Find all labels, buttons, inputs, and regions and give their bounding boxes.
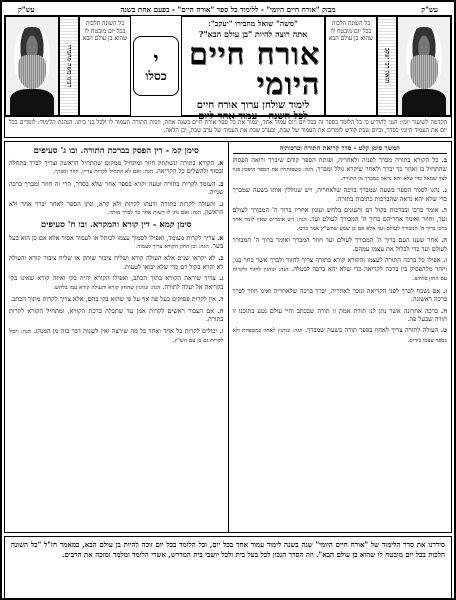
paragraph-number: ו. — [217, 326, 224, 335]
paragraph — [233, 287, 448, 304]
siman-140-title: סימן קמ - דין הפסק בברכת התורה. ובו ג' סעיפים — [33, 145, 199, 156]
paragraph-number: ב. — [215, 254, 224, 263]
paragraph-number: ג. — [215, 199, 224, 208]
paragraph-gloss: הגה: ונוהגין לחזור ולקרות עם החזן בלחש. — [232, 266, 447, 283]
paragraph — [9, 327, 224, 346]
paragraph-gloss: הגה: ונוהגין שהחזן קורא והעולה קורא עמו בלחש. — [53, 284, 161, 291]
right-column-head: המשך סימן קלט - סדר קריאת התורה וברכותיה — [233, 144, 448, 155]
left-caption: רבינו משה מחבירו — [65, 44, 73, 88]
date-badge — [133, 36, 179, 96]
paragraph-text: אם נשכח לברך לפני הקריאה ונזכר לאחריה, יברך ברכה שלאחריה ואינו חוזר לברך ברכה ראשונה. — [232, 286, 447, 304]
paragraph-number: א. — [214, 233, 224, 242]
paragraph-gloss: הגה: ואם לא התחיל לקרות עדיין, חוזר ומברך. — [53, 169, 154, 176]
portrait-beard-icon — [410, 55, 438, 89]
paragraph-text: נהגו לסגור הספר בשעה שמברך ברכה שלאחריה, ויש שגוללין אותו בשעה שמברך כדי שלא יהא נראה שהברכות כתובות בתורה. — [232, 186, 447, 203]
paragraph — [9, 307, 224, 324]
paragraph — [9, 295, 224, 303]
paragraph-text: והעולה לקרות בתורה ודעתו לקרות ולא קרא, ונתן הספר לאחר יברך אחר ולא הראשון. — [9, 199, 224, 216]
paragraph — [233, 156, 448, 183]
paragraph-text: אומר ברכו ובברכות בקול רם והעונים בלחש ועונין אחריו ברוך ה' המבורך לעולם ועד, וחוזר ואומר אחריהם ברוך ה' המבורך לעולם ועד. — [232, 206, 447, 223]
title-block — [181, 16, 325, 122]
paragraph-gloss: הגה: ונוהגין לאחוז במטפחת ולא בספר עצמו בידים. — [232, 328, 447, 344]
right-column — [229, 142, 452, 532]
right-side-text: כל השונה הלכות בכל יום מובטח לו שהוא בן עולם הבא — [325, 16, 377, 116]
paragraph — [9, 180, 224, 197]
paragraph-number: ג. — [215, 274, 224, 283]
paragraph — [233, 256, 448, 283]
top-right-label: עש"ק — [421, 5, 438, 14]
right-caption: הגאון רבי יעקב — [383, 48, 391, 84]
paragraph-text: הקורא בתורה ונשתתק חוזר ומתחיל ממקום שהתחיל הראשון וצריך לברך בתחלה ובסוף ולהשלים כל הקריאה. — [9, 158, 224, 176]
paragraph-text: לא יקראו שנים אלא העולה קורא ושליח ציבור שותק או שליח ציבור קורא והעולה לא יקרא בקול רם כדי שלא יבואו לטעות. — [9, 254, 224, 271]
paragraph-text: כל הקורא בתורה מברך לפניה ולאחריה, ופותח הספר קודם שיברך ורואה הפסוק שהתחיל בו ואחר כך יברך ולאחר שיקרא גולל ומברך. — [232, 156, 447, 173]
paragraph — [9, 274, 224, 292]
top-left-label: עש"ק — [18, 5, 35, 14]
paragraph-text: צריך לקרות מעומד, ואפילו לסמוך עצמו לכותל או לעמוד אסור אלא אם כן הוא בעל בשר. — [9, 233, 224, 251]
header-line2: אתה רוצה להיות "בן עולם הבא"? — [198, 29, 308, 39]
paragraph-number: ד. — [438, 206, 447, 215]
main-title: אורח חיים היומי — [188, 37, 320, 102]
sub-title-1: לימוד שולחן ערוך אורח חיים — [196, 100, 310, 111]
portrait-left — [5, 16, 59, 116]
paragraph-number: ד. — [215, 295, 224, 304]
scroll-decoration-left — [59, 16, 79, 116]
paragraph-gloss: הגה: וכן החזן הקורא צריך לעמוד. — [135, 244, 209, 251]
paragraph-number: ה. — [214, 306, 224, 315]
paragraph-text: ברכה אחרונה אשר נתן לנו תורת אמת זו תורה שבכתב וחיי עולם נטע בתוכנו זו תורה שבעל פה. — [232, 306, 447, 323]
date-day: י — [153, 46, 159, 71]
sub-title-2: לכל השנה - עמוד אחד ליום — [198, 111, 308, 122]
paragraph-text: העומד לקרות בתורה וטעה וקרא בספר אחר שלא בסדר, הרי זה חוזר ומברך ברכה שנייה. — [9, 179, 224, 197]
scroll-decoration-right — [377, 16, 397, 116]
paragraph — [233, 236, 448, 253]
paragraph-number: ה. — [438, 236, 447, 245]
paragraph-gloss: הגה: ויכול לקרות גם כן עם הש"ץ. — [9, 328, 224, 344]
paragraph-text: אם הצבור ראשים לקרות אמן עד שתכלה ברכת הקורא, ומתחיל הקורא לקרות בתורה. — [9, 306, 224, 324]
header-line1: "משה" שואל מחבירו "יעקב": — [208, 19, 298, 28]
paragraph — [9, 159, 224, 177]
paragraph-number: ב. — [215, 179, 224, 188]
siman-140-paragraphs — [9, 159, 224, 218]
paragraph-number: ג. — [439, 186, 447, 195]
right-paragraphs — [233, 156, 448, 345]
paragraph-text: יכולים לקרות כל אחד ואחד כל מה שירצה ואין לשנות דבר בזה מן המנהג. — [30, 326, 218, 335]
left-side-text: כל השונה הלכות בכל יום מובטח לו שהוא בן עולם הבא — [79, 16, 131, 116]
paragraph-text: אין לקרות פסוקים בעל פה אף על פי שהוא בקי בהם, אלא צריך לקרות מתוך הכתב. — [10, 295, 216, 304]
portrait-body-icon — [10, 89, 54, 115]
paragraph — [233, 206, 448, 233]
paragraph-text: אחר שענו העם ברוך ה' המבורך לעולם ועד חוזר המברך ואומר ברוך ה' המבורך לעולם ועד כדי לכלול את עצמו עמהם. — [232, 236, 447, 253]
paragraph-number: ט. — [438, 326, 448, 335]
paragraph-number: א. — [214, 158, 224, 167]
paragraph-gloss: הגה: ואם נתן לו רשות אחר כך לברך מותר. — [107, 210, 201, 216]
siman-141-title: סימן קמא - דין קורא והמקרא. ובו ח' סעיפים — [40, 220, 192, 231]
portrait-right — [397, 16, 451, 116]
intro-banner: הקדמה לשיעור יומי: הנני להודיע כי כל הלומד בספר זה בכל יום ויום עמוד אחד, יגמור את כל ספר אורח חיים בשנה אחת, וזכות התורה תעמוד לו ולכל בני ביתו. הנהגת הלימוד: לומדים בכל יום את העמוד היומי כסדר, וביום שבת קודש לומדים את העמוד של שבת, ובערב שבת את העמוד של ערב שבת, וכן הלאה. — [4, 117, 452, 138]
paragraph-gloss: הגה: ויש אומרים שאין לומר אחר ברכו ברוך ה' המבורך לעולם ועד אלא אם כן שמע שהש"ץ אמר ברכו. — [232, 216, 447, 233]
siman-141-paragraphs — [9, 234, 224, 346]
paragraph-number: ח. — [437, 306, 448, 315]
paragraph-text: אפילו כל ברכה התורה לעצמו והקורא קורא בתורה צריך לחזור ולברך אשר בחר בנו, ויזהר מלהפסיק בין ברכה לקריאה כדי שלא יהא ברכה לבטלה. — [232, 256, 447, 273]
left-column — [5, 142, 229, 532]
paragraph — [9, 200, 224, 218]
paragraph-text: צריך שיראה הקורא בתוך הכתב, ואפילו הקורא יהיה בקי ואיזה קורא שאינו בקי בקריאה אל יעלה לתורה. — [9, 274, 224, 291]
text-columns — [4, 141, 452, 533]
paragraph — [9, 234, 224, 252]
paragraph-gloss: הגה: כשפותחין את הספר הופכין פניו לצד שמאל כדי שלא יהא נראה כמברך מן התורה. — [232, 166, 447, 182]
paragraph — [233, 326, 448, 345]
paragraph — [9, 254, 224, 271]
top-line — [4, 4, 452, 15]
top-center-label: מבזק "אורח חיים היומי" - ללימוד כל ספר "אורח חיים" - בפעם אחת בשנה — [120, 5, 336, 14]
date-month: כסלו — [145, 68, 167, 83]
paragraph-number: ז. — [440, 286, 447, 295]
portrait-body-icon — [402, 89, 446, 115]
footer-text: סידרנו את סדר הלימוד של "אורח חיים היומי" שנה בשנה לימוד עמוד אחד בכל יום, וכל הלומד בכל יום זוכה להיות בן עולם הבא, כמאמר חז"ל "כל השונה הלכות בכל יום מובטח לו שהוא בן עולם הבא". וזה הסדר הנכון לכל בעל בית ולכל יושבי בית המדרש, אשרי הלומד ומלמד ומזכה את הרבים. — [4, 536, 452, 600]
paragraph-number: ב. — [438, 156, 447, 165]
paragraph — [233, 186, 448, 203]
paragraph-text: העולה לתורה צריך לאחוז בספר תורה בשעה שמברך. — [302, 326, 439, 335]
paragraph — [233, 307, 448, 324]
header — [4, 15, 452, 122]
paragraph-number: ו. — [440, 256, 447, 265]
portrait-beard-icon — [18, 55, 46, 89]
